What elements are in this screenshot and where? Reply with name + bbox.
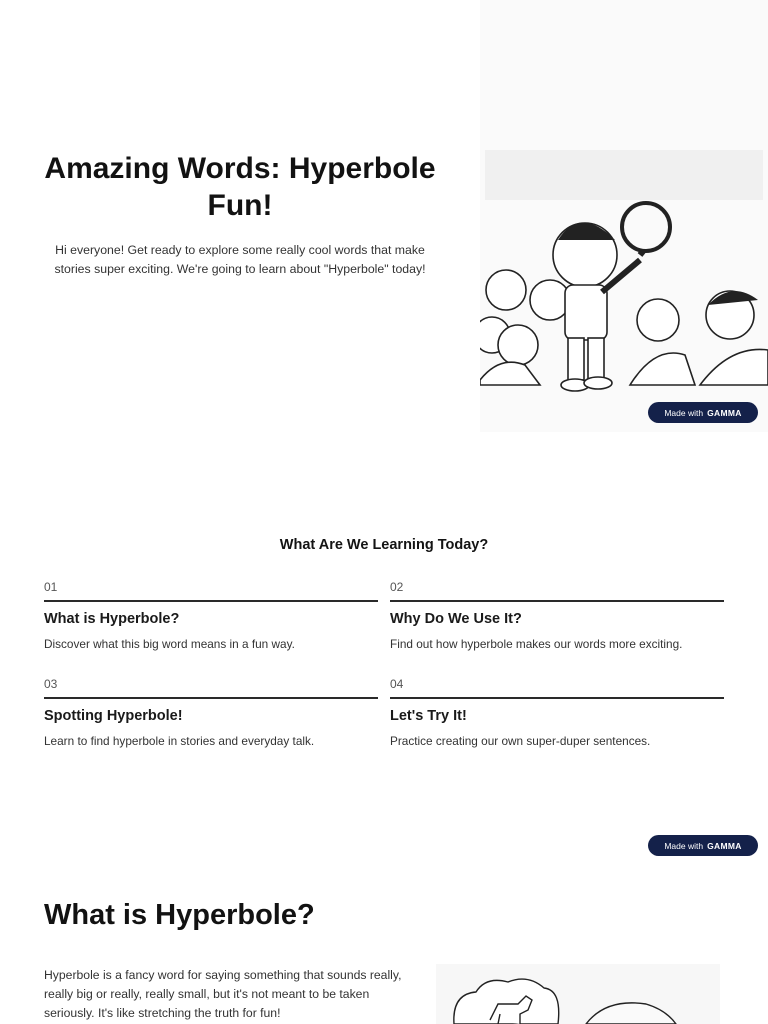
agenda-item-description: Find out how hyperbole makes our words more exciting.	[390, 637, 683, 651]
agenda-item-title: Spotting Hyperbole!	[44, 708, 183, 724]
badge-brand-label: GAMMA	[707, 840, 742, 851]
slide-title: Amazing Words: Hyperbole Fun!	[44, 152, 436, 222]
illustration-drawing	[480, 0, 768, 432]
badge-brand-label: GAMMA	[707, 407, 742, 418]
agenda-item-number: 01	[44, 580, 58, 594]
badge-made-with-label: Made with	[664, 407, 704, 418]
agenda-item-number: 02	[390, 580, 404, 594]
agenda-item-divider	[390, 600, 724, 602]
slide-intro-text: Hi everyone! Get ready to explore some really cool words that make stories super exciting. We're going to learn about "Hyperbole" today!	[54, 243, 426, 276]
agenda-item-divider	[390, 697, 724, 699]
illustration-drawing	[436, 964, 720, 1024]
agenda-item-divider	[44, 600, 378, 602]
agenda-item-number: 03	[44, 677, 58, 691]
agenda-item	[390, 579, 724, 652]
badge-made-with-label: Made with	[664, 840, 704, 851]
agenda-item-title: What is Hyperbole?	[44, 611, 180, 627]
section-title: What is Hyperbole?	[44, 899, 315, 931]
agenda-item	[390, 676, 724, 749]
made-with-gamma-badge[interactable]	[648, 835, 758, 856]
section-body-text: Hyperbole is a fancy word for saying something that sounds really, really big or really, really small, but it's not meant to be taken seriously. It's like stretching the truth for fun!	[44, 968, 402, 1020]
agenda-item	[44, 579, 378, 652]
made-with-gamma-badge[interactable]	[648, 402, 758, 423]
agenda-item-divider	[44, 697, 378, 699]
agenda-item-number: 04	[390, 677, 404, 691]
thought-bubble-horse-illustration	[436, 964, 720, 1024]
agenda-item-description: Practice creating our own super-duper sentences.	[390, 734, 651, 748]
title-slide	[0, 0, 768, 440]
agenda-item-title: Why Do We Use It?	[390, 611, 522, 627]
agenda-heading: What Are We Learning Today?	[279, 537, 489, 553]
agenda-item-title: Let's Try It!	[390, 708, 467, 724]
children-magnifying-glass-illustration	[480, 0, 768, 432]
agenda-item-description: Discover what this big word means in a fun way.	[44, 637, 295, 651]
agenda-item-description: Learn to find hyperbole in stories and everyday talk.	[44, 734, 315, 748]
agenda-item	[44, 676, 378, 749]
